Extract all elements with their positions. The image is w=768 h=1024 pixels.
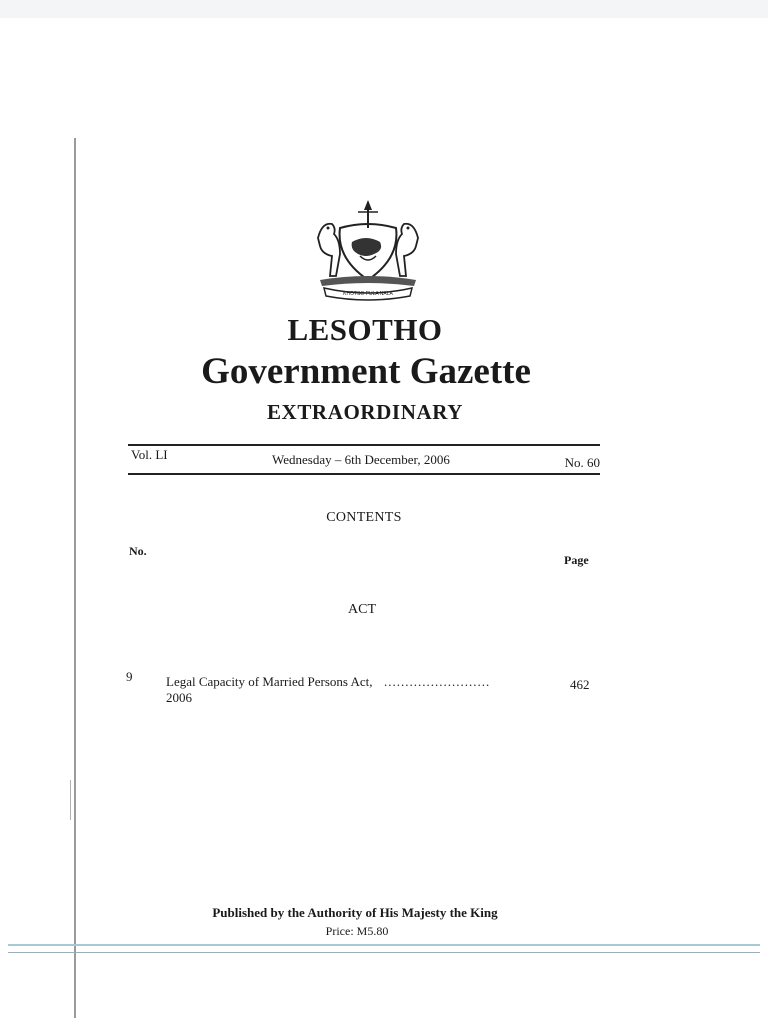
coat-of-arms-icon [310, 198, 426, 302]
entry-number: 9 [126, 669, 133, 684]
issue-date: Wednesday – 6th December, 2006 [272, 452, 450, 467]
header-rule-top [128, 444, 600, 446]
publisher-line: Published by the Authority of His Majesty the King [212, 905, 498, 920]
price-line: Price: M5.80 [325, 924, 389, 938]
gazette-edition: EXTRAORDINARY [266, 400, 464, 424]
header-rule-bottom [128, 473, 600, 475]
section-heading-act: ACT [348, 602, 376, 617]
contents-heading: CONTENTS [326, 510, 402, 525]
entry-leader-dots: ......................... [384, 674, 491, 689]
scan-bottom-line-2 [8, 952, 760, 953]
scan-top-strip [0, 0, 768, 18]
entry-title: Legal Capacity of Married Persons Act, 2006 [166, 674, 373, 705]
page-left-edge-mark [70, 780, 71, 820]
scan-bottom-line [8, 944, 760, 946]
gazette-title: Government Gazette [201, 351, 531, 392]
column-header-page: Page [564, 553, 589, 567]
issue-number: No. 60 [564, 455, 600, 470]
motto-text: KHOTSO PULA NALA [343, 291, 393, 297]
gazette-country: LESOTHO [287, 312, 443, 347]
entry-page-number: 462 [570, 677, 590, 692]
volume-label: Vol. LI [131, 447, 168, 462]
column-header-no: No. [129, 544, 147, 558]
page-left-edge [74, 138, 76, 1018]
